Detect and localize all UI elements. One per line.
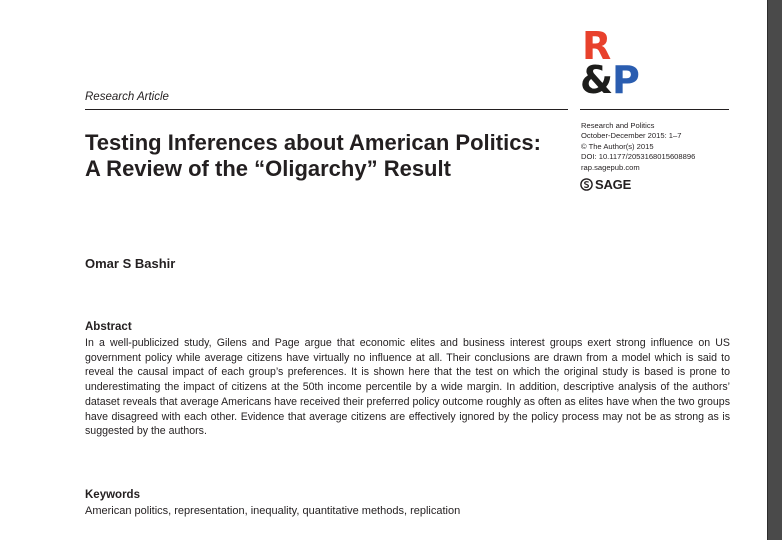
copyright-notice: © The Author(s) 2015 <box>581 141 654 151</box>
journal-name: Research and Politics <box>581 121 655 130</box>
journal-issue: October-December 2015: 1–7 <box>581 131 682 141</box>
viewer-frame-edge <box>767 0 782 540</box>
paper-title: Testing Inferences about American Politics: A Review of the “Oligarchy” Result <box>85 130 541 181</box>
publisher-name: SAGE <box>595 177 632 192</box>
abstract-heading: Abstract <box>85 321 132 333</box>
sidebar-rule <box>580 109 729 110</box>
doi-link[interactable]: DOI: 10.1177/2053168015608896 <box>581 152 696 162</box>
journal-logo <box>580 24 650 102</box>
keywords-text: American politics, representation, inequality, quantitative methods, replication <box>85 505 461 517</box>
article-type-label: Research Article <box>85 91 169 103</box>
author-name: Omar S Bashir <box>85 256 176 271</box>
keywords-heading: Keywords <box>85 489 140 501</box>
publisher-logo <box>580 177 631 192</box>
logo-letter-r: R <box>582 24 612 68</box>
journal-url-link[interactable]: rap.sagepub.com <box>581 162 640 172</box>
logo-letter-p: P <box>612 58 640 102</box>
header-rule <box>85 109 568 110</box>
journal-meta <box>581 121 761 173</box>
logo-ampersand: & <box>580 58 614 102</box>
abstract-text: In a well-publicized study, Gilens and Page argue that economic elites and business interest groups exert strong influence on US government policy while average citizens have virtually no influence at all. Their conclusions are drawn from a model which is said to reveal the causal impact of each group’s preferences. It is shown here that the test on which the original study is based is prone to underestimating the impact of citizens at the 50th income percentile by a wide margin. In addition, descriptive analysis of the authors’ dataset reveals that average Americans have received their preferred policy outcome roughly as often as elites have when the two groups have disagreed with each other. Evidence that average citizens are effectively ignored by the policy process may not be as strong as is suggested by the authors. <box>85 337 730 438</box>
sage-logo-icon <box>580 178 593 191</box>
